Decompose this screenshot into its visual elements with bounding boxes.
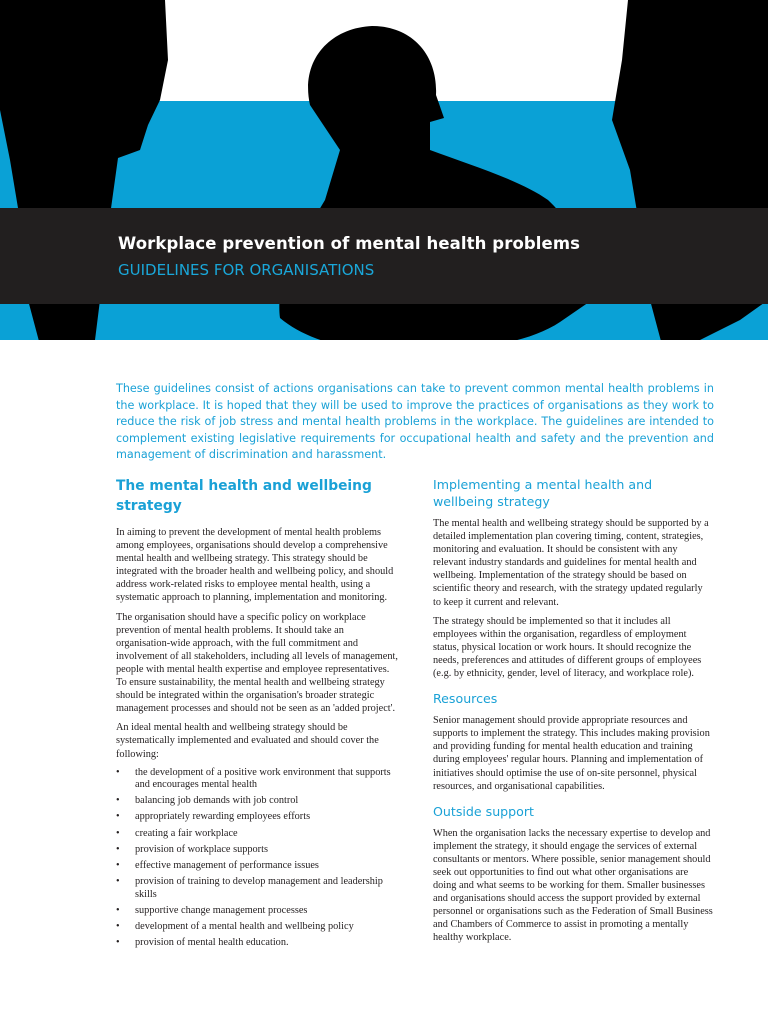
outside-support-heading: Outside support bbox=[433, 803, 534, 819]
implementing-paragraph-2: The strategy should be implemented so that it includes all employees within the organisation, regardless of employment status, physical location or work hours. It should recognize the needs, preferences and attitudes of different groups of employees (e.g. by ethnicity, gender, level of literacy, and workplace role). bbox=[433, 615, 702, 680]
list-item: • provision of training to develop management and leadership skills bbox=[116, 876, 398, 901]
outside-support-paragraph: When the organisation lacks the necessary expertise to develop and implement the strategy, it should engage the services of external consultants or mentors. Where possible, senior management should seek out opportunities to find out what other organisations are doing and what seems to be working for them. Smaller businesses and organisations should access the support provided by external personnel or organisations such as the Federation of Small Business and Chambers of Commerce to assist in promoting a mentally healthy workplace. bbox=[433, 827, 713, 944]
right-column bbox=[433, 476, 713, 951]
document-subtitle: GUIDELINES FOR ORGANISATIONS bbox=[118, 261, 375, 279]
strategy-paragraph-3: An ideal mental health and wellbeing strategy should be systematically implemented and evaluated and should cover the following: bbox=[116, 722, 379, 760]
implementing-heading: Implementing a mental health and wellbeing strategy bbox=[433, 477, 653, 509]
list-item: • development of a mental health and wellbeing policy bbox=[116, 921, 398, 933]
left-column bbox=[116, 476, 398, 953]
implementing-paragraph-1: The mental health and wellbeing strategy should be supported by a detailed implementation plan covering timing, content, strategies, monitoring and evaluation. It should be consistent with any relevant industry standards and guidelines for mental health and wellbeing. Implementation of the strategy should be based on scientific theory and research, with the strategy updated regularly to keep it current and relevant. bbox=[433, 518, 709, 608]
strategy-bullet-list bbox=[116, 767, 398, 950]
list-item: • supportive change management processes bbox=[116, 905, 398, 917]
strategy-paragraph-2: The organisation should have a specific policy on workplace prevention of mental health problems. It should take an organisation-wide approach, with the full commitment and involvement of all stakeholders, including all levels of management, people with mental health expertise and employee representatives. To ensure sustainability, the mental health and wellbeing strategy should be integrated within the organisation's broader strategic management processes and should not be seen as an 'added project'. bbox=[116, 611, 398, 715]
list-item: • provision of mental health education. bbox=[116, 937, 398, 949]
list-item: • appropriately rewarding employees efforts bbox=[116, 811, 398, 823]
intro-paragraph: These guidelines consist of actions organisations can take to prevent common mental health problems in the workplace. It is hoped that they will be used to improve the practices of organisations as they work to reduce the risk of job stress and mental health problems in the workplace. The guidelines are intended to complement existing legislative requirements for occupational health and safety and the prevention and management of discrimination and harassment. bbox=[116, 382, 714, 462]
resources-paragraph: Senior management should provide appropriate resources and supports to implement the strategy. This includes making provision and providing funding for mental health education and training during employees' regular hours. Planning and implementation of initiatives should optimise the use of on-site personnel, physical resources, and organisational capabilities. bbox=[433, 715, 710, 792]
document-title: Workplace prevention of mental health problems bbox=[118, 234, 581, 253]
strategy-heading: The mental health and wellbeing strategy bbox=[116, 478, 372, 514]
list-item: • balancing job demands with job control bbox=[116, 795, 398, 807]
list-item: • creating a fair workplace bbox=[116, 828, 398, 840]
hero-banner bbox=[0, 0, 768, 366]
list-item: • provision of workplace supports bbox=[116, 844, 398, 856]
strategy-paragraph-1: In aiming to prevent the development of mental health problems among employees, organisations should develop a comprehensive mental health and wellbeing strategy. This strategy should be integrated with the broader health and wellbeing policy, and should address work-related risks to employee mental health, using a systematic approach to planning, implementation and monitoring. bbox=[116, 527, 394, 604]
title-band bbox=[0, 208, 768, 304]
list-item: • the development of a positive work environment that supports and encourages mental health bbox=[116, 767, 398, 792]
resources-heading: Resources bbox=[433, 691, 498, 707]
list-item: • effective management of performance issues bbox=[116, 860, 398, 872]
silhouette-illustration bbox=[0, 0, 768, 366]
